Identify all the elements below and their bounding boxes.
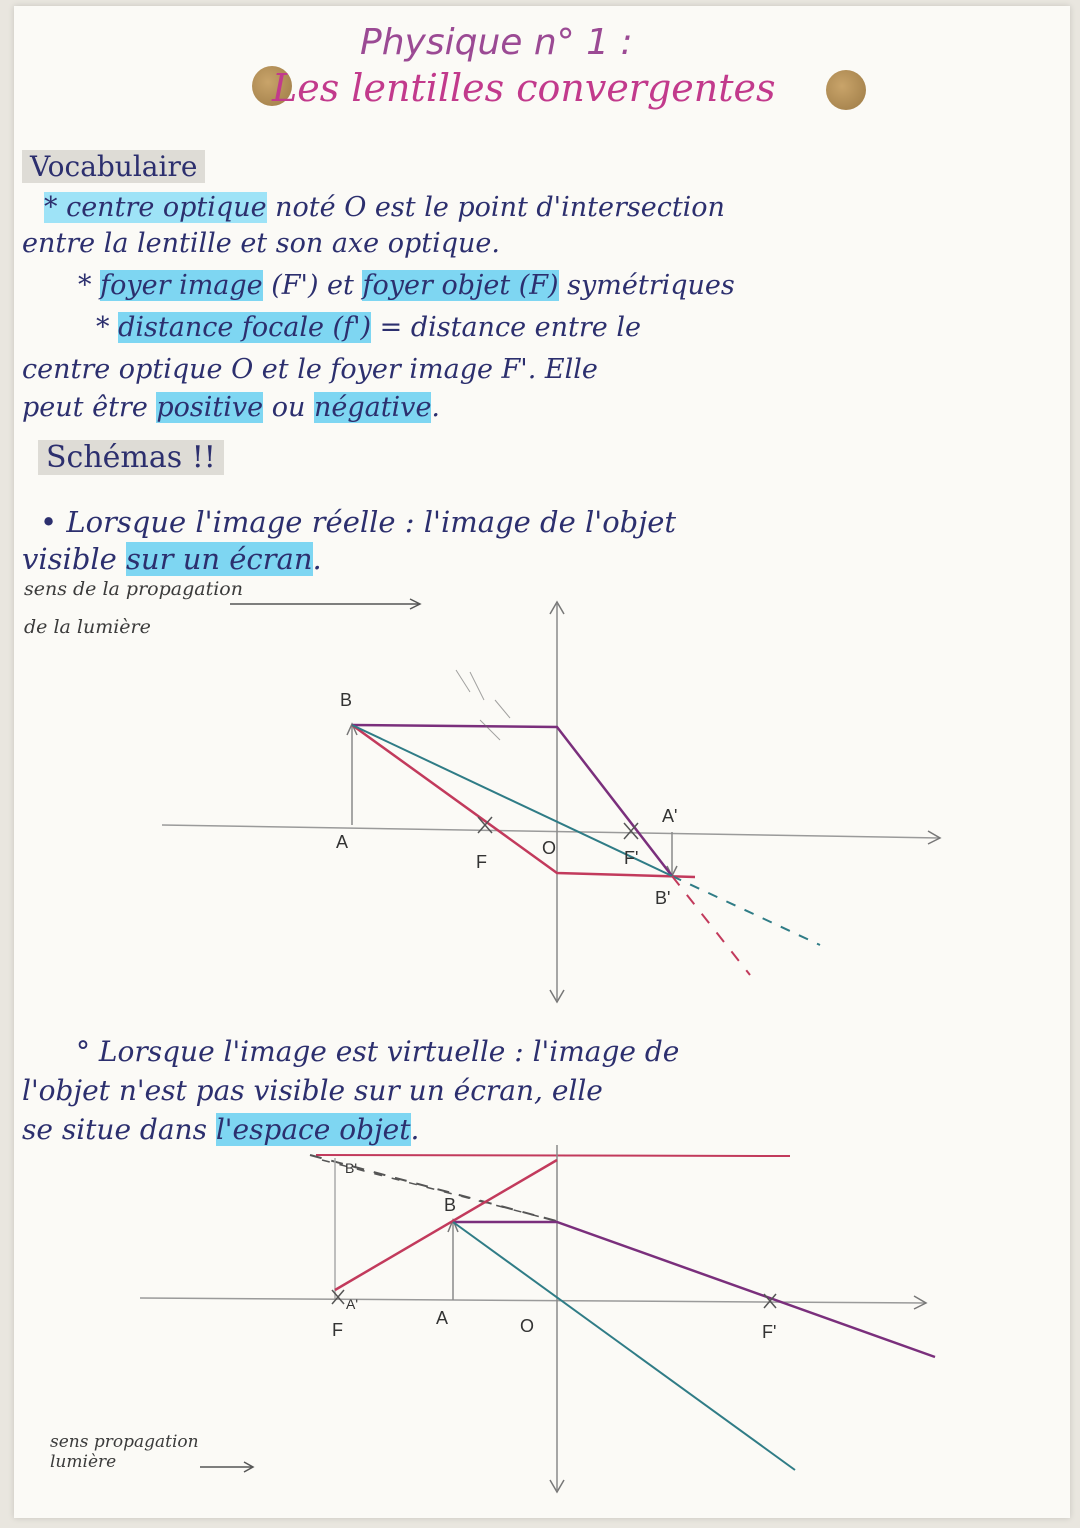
label-b-2: B xyxy=(444,1195,457,1215)
light-direction-label-2: sens propagation xyxy=(50,1432,199,1452)
light-direction-label-1: sens de la propagation xyxy=(24,578,243,600)
term-object-focus: foyer objet (F) xyxy=(362,270,559,301)
term-positive: positive xyxy=(156,392,264,423)
ray-focal-1 xyxy=(352,725,695,877)
vocab-text: peut être xyxy=(22,392,157,423)
light-direction-label-1b: de la lumière xyxy=(24,616,151,638)
vocab-text: . xyxy=(431,392,441,423)
ray-parallel-1-extension xyxy=(672,876,750,975)
schemas-heading: Schémas !! xyxy=(38,440,224,475)
page-title: Physique n° 1 : xyxy=(360,22,633,63)
label-ap-2: A' xyxy=(346,1296,359,1312)
term-image-focus: foyer image xyxy=(100,270,263,301)
label-a-2: A xyxy=(436,1308,449,1328)
virtual-image-line-2: l'objet n'est pas visible sur un écran, elle xyxy=(22,1074,603,1107)
label-a-1: A xyxy=(336,832,349,852)
label-o-1: O xyxy=(542,838,557,858)
vocab-heading: Vocabulaire xyxy=(22,150,205,183)
real-text: . xyxy=(312,542,322,576)
vocab-bullet: * xyxy=(78,270,101,301)
vocab-bullet: * xyxy=(96,312,119,343)
object-space-line xyxy=(316,1155,790,1156)
label-bp-2: B' xyxy=(345,1160,358,1176)
virtual-image-line-1: ° Lorsque l'image est virtuelle : l'image de xyxy=(76,1035,680,1068)
virtual-text: se situe dans xyxy=(22,1113,216,1146)
vocab-text: = distance entre le xyxy=(371,312,641,343)
vocab-text: symétriques xyxy=(558,270,735,301)
erased-smudge xyxy=(456,670,510,740)
term-optical-center: * centre optique xyxy=(44,192,267,223)
label-b-1: B xyxy=(340,690,353,710)
label-fp-1: F' xyxy=(624,848,639,868)
virtual-text: . xyxy=(410,1113,420,1146)
term-screen: sur un écran xyxy=(126,542,313,576)
optical-axis-2 xyxy=(140,1298,926,1303)
term-negative: négative xyxy=(313,392,432,423)
vocab-line-5: centre optique O et le foyer image F'. Elle xyxy=(22,354,598,385)
label-f-2: F xyxy=(332,1320,343,1340)
ray-center-1-extension xyxy=(672,876,820,945)
label-fp-2: F' xyxy=(762,1322,777,1342)
vocab-text: noté O est le point d'intersection xyxy=(266,192,725,223)
label-ap-1: A' xyxy=(662,806,678,826)
term-focal-distance: distance focale (f') xyxy=(118,312,372,343)
label-bp-1: B' xyxy=(655,888,671,908)
light-direction-label-2b: lumière xyxy=(50,1452,117,1472)
real-text: visible xyxy=(22,542,127,576)
page-subtitle: Les lentilles convergentes xyxy=(272,66,776,110)
term-object-space: l'espace objet xyxy=(215,1113,411,1146)
vocab-line-2: entre la lentille et son axe optique. xyxy=(22,228,500,259)
label-o-2: O xyxy=(520,1316,535,1336)
ray-center-2 xyxy=(453,1222,795,1470)
vocab-text: (F') et xyxy=(262,270,363,301)
optical-axis-1 xyxy=(162,825,940,838)
label-f-1: F xyxy=(476,852,487,872)
vocab-text: ou xyxy=(263,392,314,423)
real-image-line-1: • Lorsque l'image réelle : l'image de l'objet xyxy=(40,505,677,539)
ray-focal-2 xyxy=(335,1160,557,1290)
